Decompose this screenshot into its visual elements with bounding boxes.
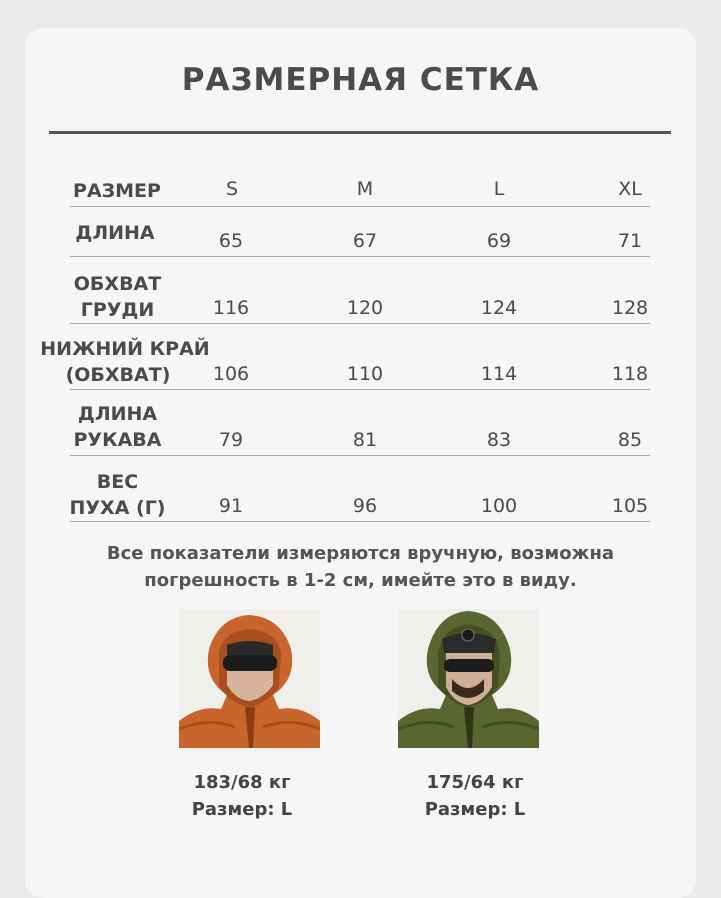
cell-down-m: 96 <box>352 495 378 517</box>
cell-length-m: 67 <box>352 230 378 252</box>
header-size-m: M <box>356 178 374 200</box>
title-divider <box>49 131 671 134</box>
model-stats: 183/68 кг <box>193 772 291 793</box>
model-caption-green <box>375 769 575 823</box>
row-divider <box>70 389 650 390</box>
model-size: Размер: L <box>424 799 526 820</box>
cell-sleeve-m: 81 <box>352 429 378 451</box>
cell-hem-l: 114 <box>480 363 518 385</box>
cell-length-s: 65 <box>218 230 244 252</box>
row-label-length: ДЛИНА <box>75 222 155 244</box>
header-size-s: S <box>225 178 239 200</box>
row-label-sleeve: ДЛИНА РУКАВА <box>73 403 162 451</box>
cell-sleeve-l: 83 <box>486 429 512 451</box>
cell-sleeve-xl: 85 <box>617 429 643 451</box>
cell-chest-xl: 128 <box>611 297 649 319</box>
cell-hem-s: 106 <box>212 363 250 385</box>
cell-chest-s: 116 <box>212 297 250 319</box>
cell-down-xl: 105 <box>611 495 649 517</box>
row-divider <box>70 323 650 324</box>
model-size: Размер: L <box>191 799 293 820</box>
page-title: РАЗМЕРНАЯ СЕТКА <box>181 62 540 98</box>
cell-length-l: 69 <box>486 230 512 252</box>
cell-sleeve-s: 79 <box>218 429 244 451</box>
size-chart-card <box>25 28 696 898</box>
row-divider <box>70 455 650 456</box>
model-photo-orange <box>179 609 320 748</box>
header-size-label: РАЗМЕР <box>73 180 161 202</box>
cell-hem-m: 110 <box>346 363 384 385</box>
row-divider <box>70 256 650 257</box>
model-caption-orange <box>142 769 342 823</box>
model-photo-green <box>398 609 539 748</box>
cell-down-s: 91 <box>218 495 244 517</box>
row-label-down-weight: ВЕС ПУХА (Г) <box>69 471 166 519</box>
row-label-chest: ОБХВАТ ГРУДИ <box>73 273 162 321</box>
row-label-hem: НИЖНИЙ КРАЙ (ОБХВАТ) <box>40 338 210 386</box>
cell-chest-l: 124 <box>480 297 518 319</box>
row-divider <box>70 521 650 522</box>
header-size-xl: XL <box>618 178 642 200</box>
cell-hem-xl: 118 <box>611 363 649 385</box>
row-divider <box>70 206 650 207</box>
measurement-note: Все показатели измеряются вручную, возможна погрешность в 1-2 см, имейте это в виду. <box>106 543 615 591</box>
model-stats: 175/64 кг <box>426 772 524 793</box>
cell-length-xl: 71 <box>617 230 643 252</box>
header-size-l: L <box>493 178 505 200</box>
cell-chest-m: 120 <box>346 297 384 319</box>
cell-down-l: 100 <box>480 495 518 517</box>
